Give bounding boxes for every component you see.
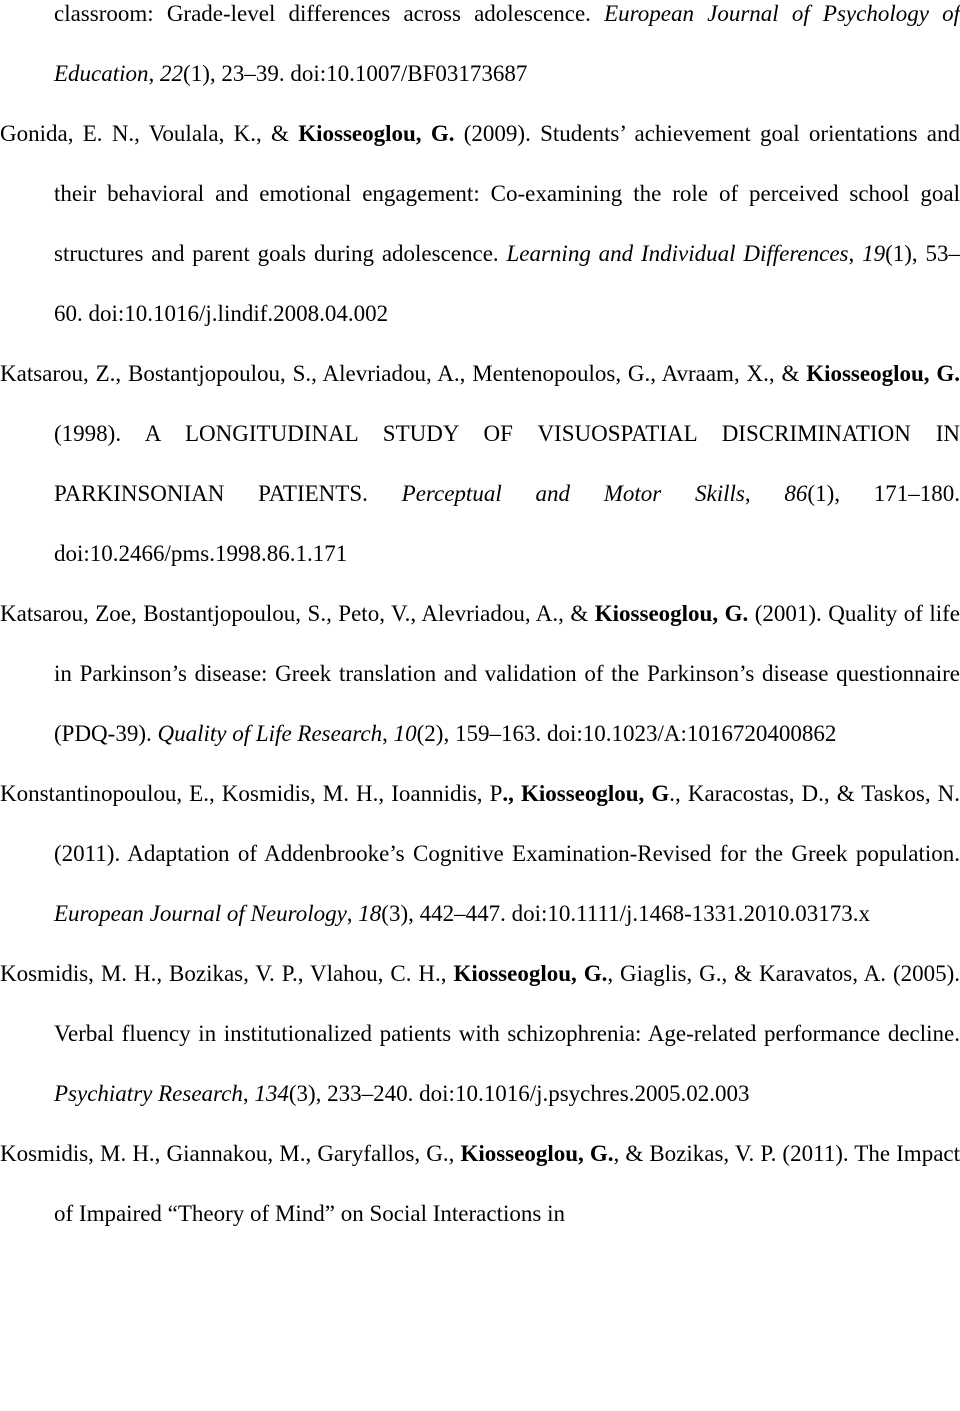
reference-text: ., Karacostas, D., & Taskos, N. (2011). Adaptation of Addenbrooke’s Cognitive Examination-Revised for the Greek population. bbox=[54, 781, 960, 866]
reference-text: , bbox=[346, 901, 359, 926]
author-highlight: Kiosseoglou, G. bbox=[298, 121, 455, 146]
reference-text: (2001). Quality of life in Parkinson’s disease: Greek translation and validation of the Parkinson’s disease questionnaire (PDQ-39). bbox=[54, 601, 960, 746]
journal-title: 19 bbox=[862, 241, 886, 266]
reference-text: (3), 233–240. doi:10.1016/j.psychres.2005.02.003 bbox=[288, 1081, 750, 1106]
reference-entry bbox=[0, 944, 960, 1124]
reference-text: (2009). Students’ achievement goal orientations and their behavioral and emotional engagement: Co-examining the role of perceived school goal structures and parent goals during adolescence. bbox=[54, 121, 960, 266]
journal-title: 86 bbox=[784, 481, 808, 506]
reference-text: , Giaglis, G., & Karavatos, A. (2005). Verbal fluency in institutionalized patients with schizophrenia: Age-related performance decline. bbox=[54, 961, 960, 1046]
reference-text: (1), 171–180. doi:10.2466/pms.1998.86.1.171 bbox=[54, 481, 960, 566]
reference-text: (2), 159–163. doi:10.1023/A:1016720400862 bbox=[416, 721, 837, 746]
reference-text: Gonida, E. N., Voulala, K., & bbox=[0, 121, 299, 146]
author-highlight: ., Kiosseoglou, G bbox=[502, 781, 670, 806]
journal-title: 134 bbox=[254, 1081, 289, 1106]
reference-entry bbox=[0, 104, 960, 344]
author-highlight: Kiosseoglou, G. bbox=[460, 1141, 614, 1166]
reference-entry bbox=[0, 1124, 960, 1244]
journal-title: European Journal of Psychology of Education bbox=[54, 1, 960, 86]
journal-title: 22 bbox=[160, 61, 184, 86]
author-highlight: Kiosseoglou, G. bbox=[453, 961, 608, 986]
reference-text: , bbox=[382, 721, 394, 746]
reference-entry bbox=[0, 0, 960, 104]
reference-text: Konstantinopoulou, E., Kosmidis, M. H., Ioannidis, P bbox=[0, 781, 503, 806]
journal-title: Quality of Life Research bbox=[157, 721, 383, 746]
reference-text: Kosmidis, M. H., Bozikas, V. P., Vlahou, C. H., bbox=[0, 961, 454, 986]
reference-text: , bbox=[848, 241, 863, 266]
author-highlight: Kiosseoglou, G. bbox=[594, 601, 749, 626]
reference-text: (1), 53–60. doi:10.1016/j.lindif.2008.04.002 bbox=[54, 241, 960, 326]
reference-text: , & Bozikas, V. P. (2011). The Impact of Impaired “Theory of Mind” on Social Interactions in bbox=[54, 1141, 960, 1226]
reference-text: , bbox=[242, 1081, 255, 1106]
reference-text: (1), 23–39. doi:10.1007/BF03173687 bbox=[183, 61, 528, 86]
reference-text: (1998). A LONGITUDINAL STUDY OF VISUOSPATIAL DISCRIMINATION IN PARKINSONIAN PATIENTS. bbox=[54, 421, 960, 506]
reference-entry bbox=[0, 764, 960, 944]
reference-entry bbox=[0, 584, 960, 764]
author-highlight: Kiosseoglou, G. bbox=[806, 361, 960, 386]
reference-text: Katsarou, Z., Bostantjopoulou, S., Alevriadou, A., Mentenopoulos, G., Avraam, X., & bbox=[0, 361, 807, 386]
reference-text: (3), 442–447. doi:10.1111/j.1468-1331.2010.03173.x bbox=[381, 901, 871, 926]
reference-text: , bbox=[148, 61, 161, 86]
journal-title: Learning and Individual Differences bbox=[506, 241, 849, 266]
journal-title: 10 bbox=[393, 721, 417, 746]
reference-entry bbox=[0, 344, 960, 584]
reference-text: Katsarou, Zoe, Bostantjopoulou, S., Peto, V., Alevriadou, A., & bbox=[0, 601, 595, 626]
journal-title: European Journal of Neurology bbox=[54, 901, 347, 926]
reference-text: Kosmidis, M. H., Giannakou, M., Garyfallos, G., bbox=[0, 1141, 461, 1166]
journal-title: Psychiatry Research bbox=[54, 1081, 243, 1106]
reference-text: , bbox=[744, 481, 785, 506]
reference-text: classroom: Grade-level differences across adolescence. bbox=[54, 1, 605, 26]
journal-title: 18 bbox=[358, 901, 382, 926]
journal-title: Perceptual and Motor Skills bbox=[401, 481, 745, 506]
